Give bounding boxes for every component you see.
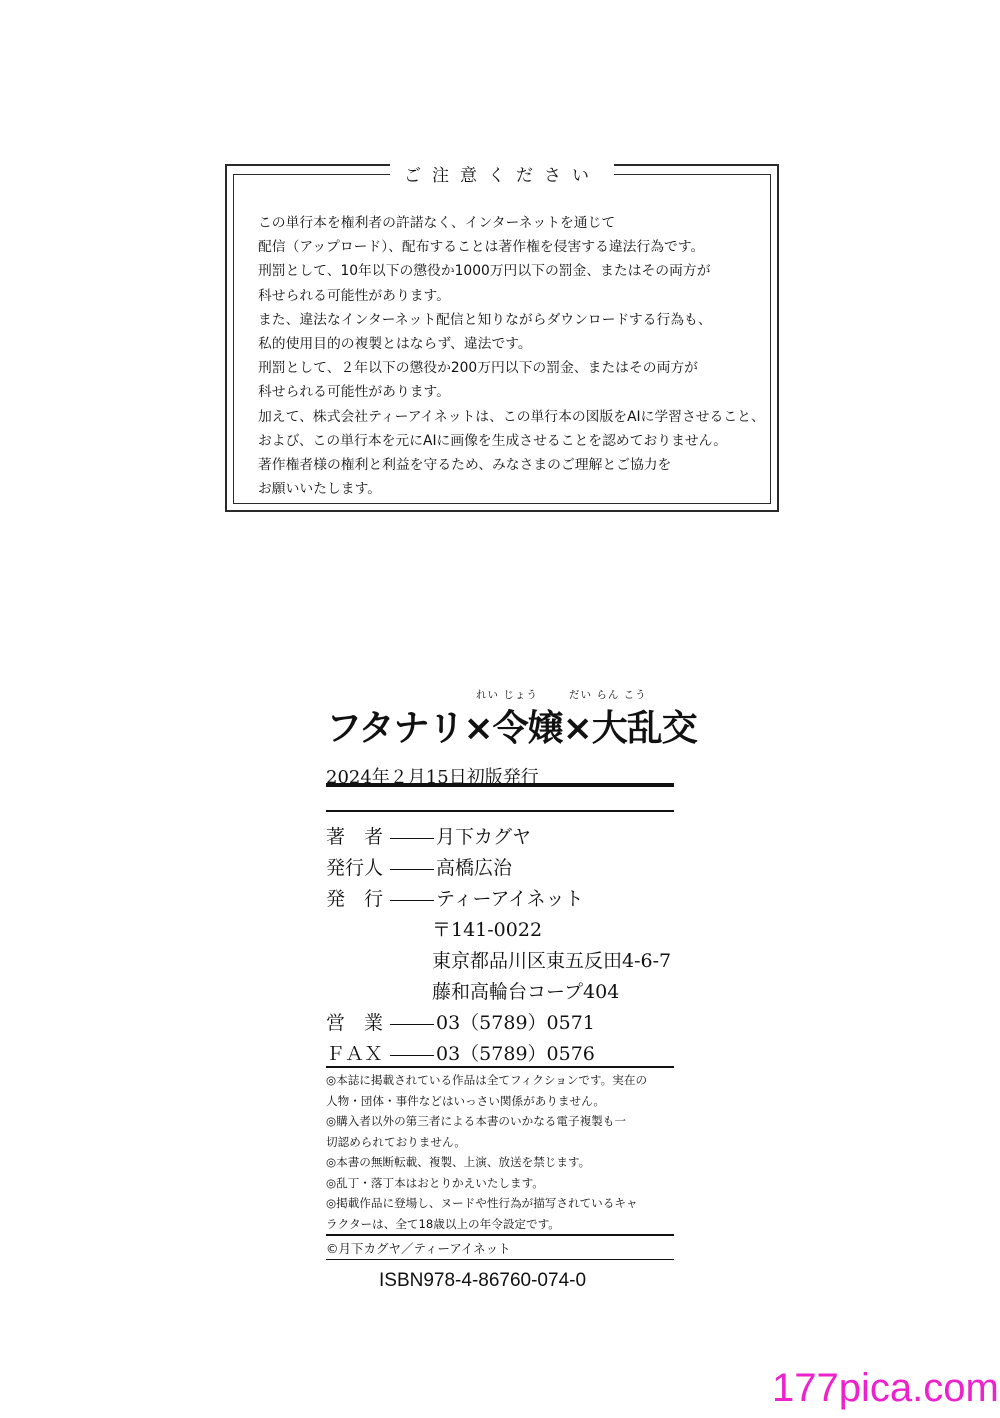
author-name: 月下カグヤ [436,826,532,848]
note-line: ラクターは、全て18歳以上の年令設定です。 [326,1216,560,1231]
publisher-person-row [326,853,512,879]
note-line: ◎本書の無断転載、複製、上演、放送を禁じます。 [326,1155,591,1169]
title-ruby [326,687,686,701]
notice-line: および、この単行本を元にAIに画像を生成させることを認めておりません。 [258,432,728,449]
publisher-row [326,884,584,910]
ruby-reijou: れい じょう [476,689,538,701]
sales-label: 営 業 [326,1012,384,1034]
notice-line: また、違法なインターネット配信と知りながらダウンロードする行為も、 [258,311,712,328]
book-title: フタナリ×令嬢×大乱交 [326,708,697,749]
notice-line: 私的使用目的の複製とはならず、違法です。 [258,335,532,352]
author-row [326,822,531,848]
publisher-person-name: 高橋広治 [436,857,513,879]
note-line: 切認められておりません。 [326,1134,466,1149]
copyright-notice-box [225,164,779,512]
note-line: ◎本誌に掲載されている作品は全てフィクションです。実在の [326,1073,648,1087]
isbn: ISBN978-4-86760-074-0 [379,1270,587,1291]
postal-code: 〒141-0022 [432,919,543,941]
notice-line: この単行本を権利者の許諾なく、インターネットを通じて [258,215,616,231]
notice-line: 著作権者様の権利と利益を守るため、みなさまのご理解とご協力を [258,456,672,473]
notice-line: 刑罰として、２年以下の懲役か200万円以下の罰金、またはその両方が [258,360,698,377]
ruby-dairankou: だい らん こう [569,689,647,701]
notice-body [258,211,768,501]
author-label: 著 者 [326,826,384,848]
sales-row [326,1008,595,1034]
publisher-name: ティーアイネット [436,888,584,910]
copyright-rule [326,1259,674,1260]
publisher-person-label: 発行人 [326,857,384,879]
date-rule [326,810,674,812]
notes-bottom-rule [326,1234,674,1236]
notice-line: 科せられる可能性があります。 [258,384,451,401]
notice-line: 刑罰として、10年以下の懲役か1000万円以下の罰金、またはその両方が [258,263,711,280]
address-line-2: 藤和高輪台コープ404 [432,981,620,1003]
note-line: ◎掲載作品に登場し、ヌードや性行為が描写されているキャ [326,1196,638,1210]
fax-row [326,1039,595,1065]
fax-label: ＦＡＸ [326,1043,384,1065]
dash [390,869,434,870]
fax-number: 03（5789）0576 [436,1043,595,1065]
publication-date: 2024年２月15日初版発行 [326,767,539,788]
note-line: 人物・団体・事件などはいっさい関係がありません。 [326,1093,605,1108]
copyright-line: ©月下カグヤ／ティーアイネット [326,1241,511,1256]
notice-line: お願いいたします。 [258,481,382,498]
dash [390,1024,434,1025]
notes-top-rule [326,1066,674,1068]
publisher-label: 発 行 [326,888,384,910]
watermark: 177pica.com [772,1366,999,1410]
note-line: ◎購入者以外の第三者による本書のいかなる電子複製も一 [326,1114,626,1128]
notice-inner-frame [233,166,771,504]
dash [390,1055,434,1056]
notice-line: 科せられる可能性があります。 [258,287,451,304]
legal-notes [326,1070,686,1234]
dash [390,838,434,839]
sales-phone: 03（5789）0571 [436,1012,595,1034]
notice-line: 加えて、株式会社ティーアイネットは、この単行本の図版をAIに学習させること、 [258,408,765,425]
notice-line: 配信（アップロード）、配布することは著作権を侵害する違法行為です。 [258,239,705,256]
dash [390,900,434,901]
notice-title: ご注意ください [390,161,614,186]
address-line-1: 東京都品川区東五反田4-6-7 [432,950,672,972]
note-line: ◎乱丁・落丁本はおとりかえいたします。 [326,1175,544,1190]
